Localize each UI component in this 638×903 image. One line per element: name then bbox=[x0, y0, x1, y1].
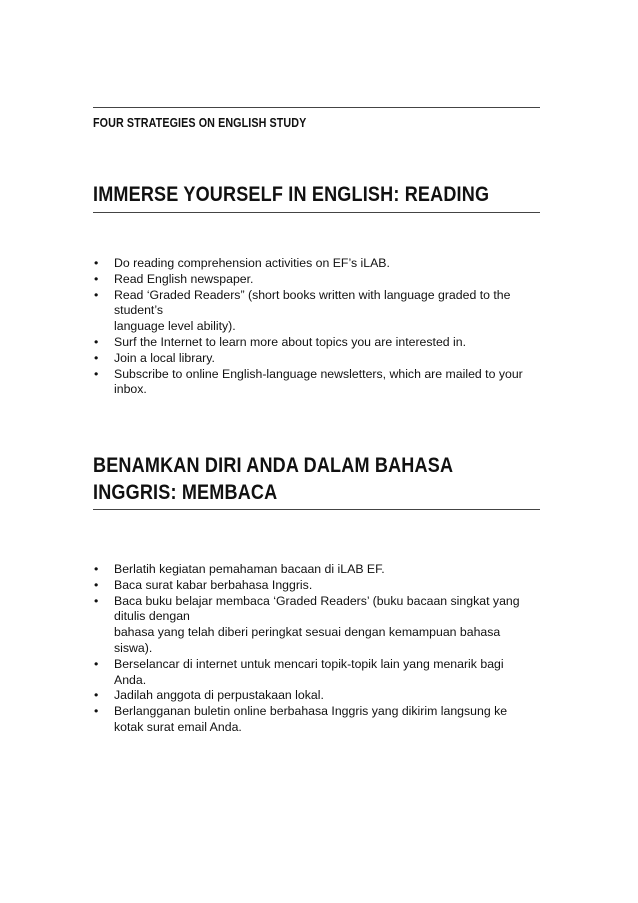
list-item-text: kotak surat email Anda. bbox=[114, 719, 242, 734]
section-title-english: IMMERSE YOURSELF IN ENGLISH: READING bbox=[93, 183, 490, 206]
bullet-list-indonesian bbox=[93, 562, 543, 736]
list-item bbox=[93, 288, 543, 335]
header-top-rule bbox=[93, 107, 540, 108]
list-item-text: Anda. bbox=[114, 672, 147, 687]
list-item-text: Do reading comprehension activities on EF’s iLAB. bbox=[114, 256, 390, 270]
list-item-text: Join a local library. bbox=[114, 350, 215, 365]
list-item-text: Surf the Internet to learn more about topics you are interested in. bbox=[114, 334, 467, 349]
list-item-text: Berlangganan buletin online berbahasa Inggris yang dikirim langsung ke bbox=[114, 704, 508, 719]
bullet-icon: • bbox=[94, 593, 99, 608]
list-item bbox=[93, 657, 543, 689]
list-item-text: Baca buku belajar membaca ‘Graded Readers’ (buku bacaan singkat yang bbox=[114, 593, 520, 608]
document-header: FOUR STRATEGIES ON ENGLISH STUDY bbox=[93, 116, 307, 130]
list-item-text: inbox. bbox=[114, 382, 147, 397]
bullet-icon: • bbox=[94, 366, 99, 381]
list-item-text: Read ‘Graded Readers” (short books written with language graded to the bbox=[114, 287, 511, 302]
list-item-text: language level ability). bbox=[114, 319, 236, 334]
bullet-icon: • bbox=[94, 656, 99, 671]
list-item-text: Read English newspaper. bbox=[114, 271, 254, 286]
list-item bbox=[93, 594, 543, 657]
bullet-icon: • bbox=[94, 350, 99, 365]
list-item bbox=[93, 335, 543, 351]
bullet-icon: • bbox=[94, 562, 99, 576]
section-title-rule-english bbox=[93, 212, 540, 213]
bullet-list-english bbox=[93, 256, 543, 398]
list-item bbox=[93, 367, 543, 399]
list-item bbox=[93, 578, 543, 594]
bullet-icon: • bbox=[94, 704, 99, 719]
list-item bbox=[93, 562, 543, 578]
bullet-icon: • bbox=[94, 271, 99, 286]
bullet-icon: • bbox=[94, 334, 99, 349]
list-item-text: Baca surat kabar berbahasa Inggris. bbox=[114, 577, 313, 592]
list-item-text: Subscribe to online English-language newsletters, which are mailed to your bbox=[114, 366, 523, 381]
section-title-indonesian-line1: BENAMKAN DIRI ANDA DALAM BAHASA bbox=[93, 454, 454, 477]
list-item-text: Berlatih kegiatan pemahaman bacaan di iLAB EF. bbox=[114, 562, 385, 576]
list-item-text: ditulis dengan bbox=[114, 609, 190, 624]
list-item-text: bahasa yang telah diberi peringkat sesuai dengan kemampuan bahasa bbox=[114, 625, 501, 640]
list-item bbox=[93, 704, 543, 736]
list-item bbox=[93, 272, 543, 288]
bullet-icon: • bbox=[94, 577, 99, 592]
list-item-text: siswa). bbox=[114, 640, 153, 655]
list-item-text: Jadilah anggota di perpustakaan lokal. bbox=[114, 688, 324, 703]
list-item bbox=[93, 351, 543, 367]
bullet-icon: • bbox=[94, 688, 99, 703]
bullet-icon: • bbox=[94, 287, 99, 302]
section-title-rule-indonesian bbox=[93, 509, 540, 510]
list-item-text: student’s bbox=[114, 303, 163, 318]
list-item bbox=[93, 688, 543, 704]
list-item-text: Berselancar di internet untuk mencari topik-topik lain yang menarik bagi bbox=[114, 656, 504, 671]
section-title-indonesian-line2: INGGRIS: MEMBACA bbox=[93, 481, 278, 504]
list-item bbox=[93, 256, 543, 272]
bullet-icon: • bbox=[94, 256, 99, 270]
